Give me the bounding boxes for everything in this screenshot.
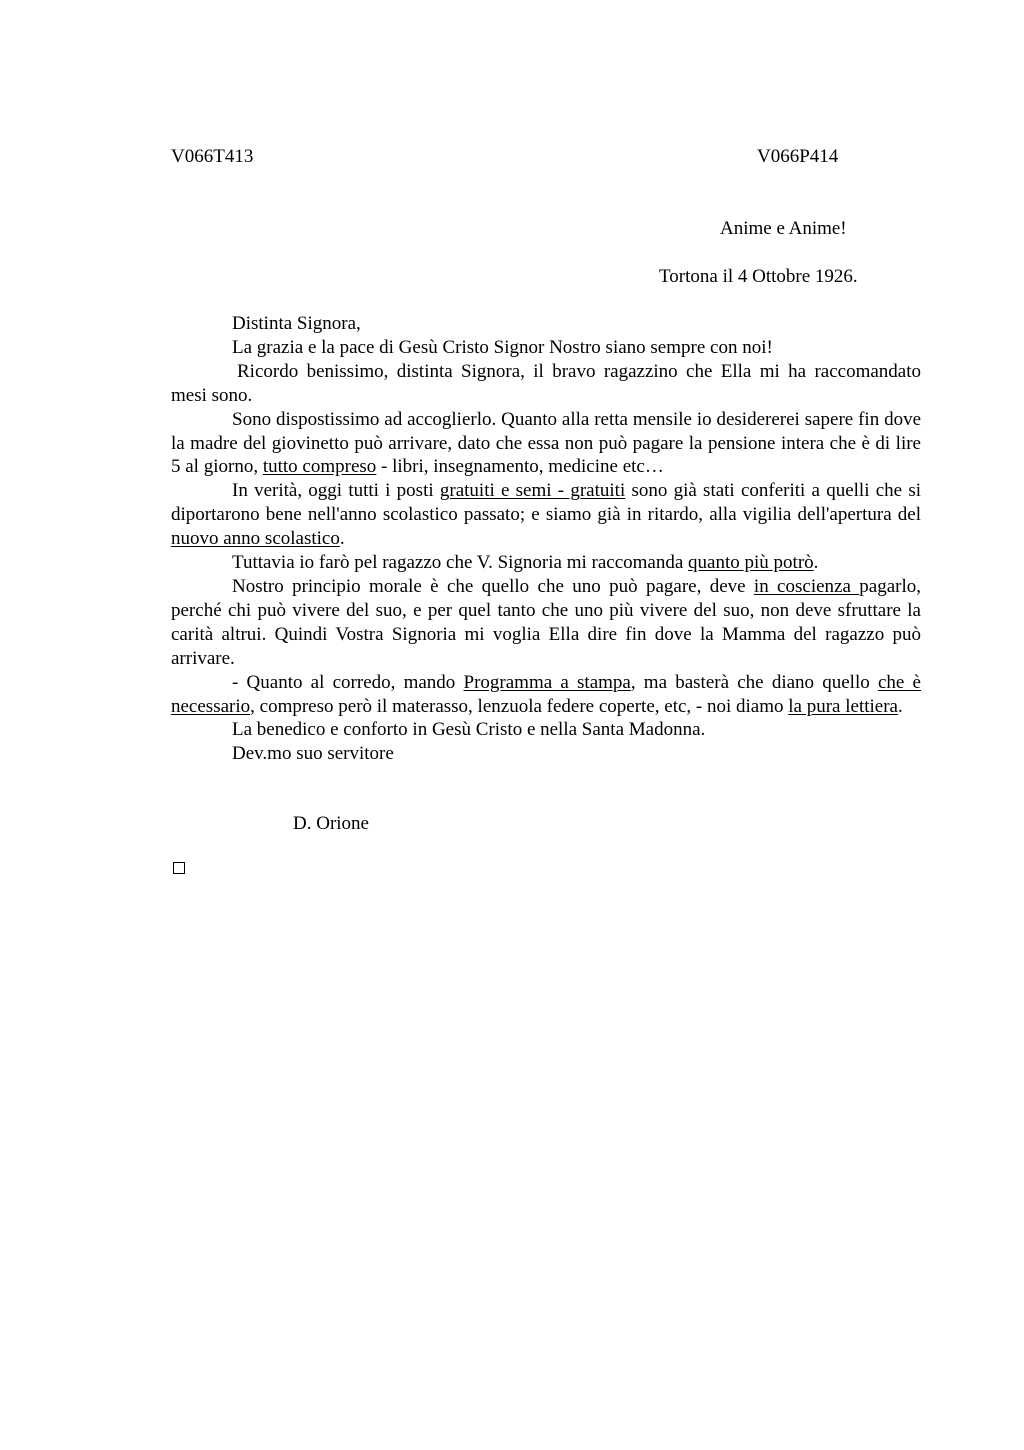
end-mark-square-icon	[173, 862, 185, 874]
underlined-necessario: che è necessario	[171, 671, 921, 717]
motto: Anime e Anime!	[720, 218, 847, 239]
underlined-pura-lettiera: la pura lettiera	[788, 695, 898, 717]
document-code-left: V066T413	[171, 146, 254, 167]
paragraph-principle-text-b: pagarlo, perché chi può vivere del suo, e per quel tanto che uno più vivere del suo, non deve sfruttare la carità altrui. Quindi Vostra Signoria mi voglia Ella dire fin dove la Mamma del ragazzo può arrivare.	[171, 575, 921, 669]
paragraph-promise-text-b: .	[813, 552, 819, 574]
letter-body	[171, 312, 921, 766]
paragraph-fees-text-b: - libri, insegnamento, medicine etc…	[376, 456, 664, 478]
paragraph-free-places	[171, 479, 921, 551]
paragraph-principle-text-a: Nostro principio morale è che quello che uno può pagare, deve	[232, 575, 754, 597]
paragraph-free-places-text-c: .	[339, 528, 345, 550]
paragraph-trousseau-text-a: - Quanto al corredo, mando	[232, 671, 464, 693]
underlined-programma: Programma a stampa	[463, 671, 631, 693]
underlined-in-coscienza: in coscienza	[753, 575, 860, 597]
paragraph-fees	[171, 408, 921, 480]
paragraph-principle	[171, 575, 921, 671]
signature: D. Orione	[293, 813, 369, 834]
paragraph-recollection: Ricordo benissimo, distinta Signora, il bravo ragazzino che Ella mi ha raccomandato mesi sono.	[171, 360, 921, 406]
underlined-tutto-compreso: tutto compreso	[262, 456, 377, 478]
document-code-right: V066P414	[757, 146, 839, 167]
paragraph-free-places-text-a: In verità, oggi tutti i posti	[232, 480, 440, 502]
paragraph-fees-text-a: Sono dispostissimo ad accoglierlo. Quanto alla retta mensile io desidererei sapere fin dove la madre del giovinetto può arrivare, dato che essa non può pagare la pensione intera che è di lire 5 al giorno,	[171, 408, 921, 478]
underlined-nuovo-anno: nuovo anno scolastico	[171, 528, 340, 550]
paragraph-free-places-text-b: sono già stati conferiti a quelli che si diportarono bene nell'anno scolastico passato; e siamo già in ritardo, alla vigilia dell'apertura del	[171, 480, 921, 526]
paragraph-promise-text-a: Tuttavia io farò pel ragazzo che V. Signoria mi raccomanda	[232, 552, 689, 574]
place-date: Tortona il 4 Ottobre 1926.	[659, 266, 858, 287]
paragraph-promise	[171, 551, 921, 575]
paragraph-trousseau-text-b: , ma basterà che diano quello	[630, 671, 878, 693]
paragraph-trousseau-text-d: .	[897, 695, 903, 717]
blessing: La benedico e conforto in Gesù Cristo e nella Santa Madonna.	[232, 719, 706, 741]
salutation: Distinta Signora,	[232, 313, 361, 334]
greeting-paragraph: La grazia e la pace di Gesù Cristo Signor Nostro siano sempre con noi!	[232, 336, 773, 358]
underlined-gratuiti: gratuiti e semi - gratuiti	[439, 480, 626, 502]
closing: Dev.mo suo servitore	[232, 743, 394, 765]
underlined-quanto-piu: quanto più potrò	[688, 552, 814, 574]
paragraph-trousseau	[171, 671, 921, 719]
paragraph-trousseau-text-c: , compreso però il materasso, lenzuola federe coperte, etc, - noi diamo	[250, 695, 789, 717]
